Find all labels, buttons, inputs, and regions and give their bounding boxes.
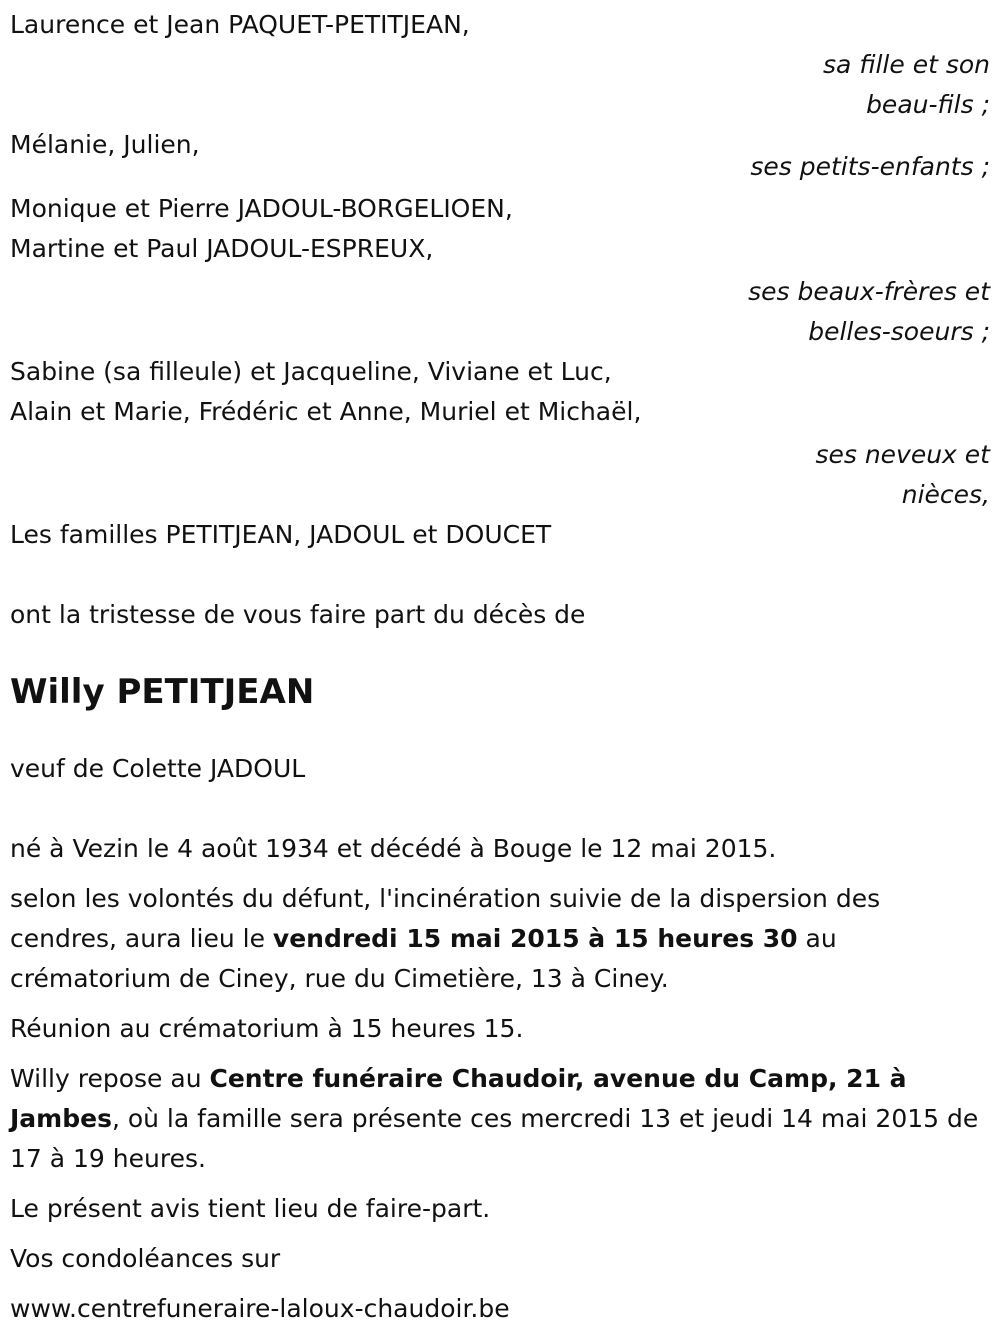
inlaws-relation-line-2: belles-soeurs ; <box>808 317 990 346</box>
nephews-names-line-2: Alain et Marie, Frédéric et Anne, Muriel et Michaël, <box>10 397 642 426</box>
grandchildren-relation: ses petits-enfants ; <box>750 152 990 181</box>
inlaws-names-line-1: Monique et Pierre JADOUL-BORGELIOEN, <box>10 194 513 223</box>
nephews-names-line-1: Sabine (sa filleule) et Jacqueline, Viviane et Luc, <box>10 357 612 386</box>
spacer <box>10 555 990 595</box>
daughter-relation-line-2: beau-fils ; <box>866 90 990 119</box>
visitation-paragraph <box>10 1059 990 1179</box>
deceased-name: Willy PETITJEAN <box>10 672 315 712</box>
inlaws-relation-line-1: ses beaux-frères et <box>748 277 990 306</box>
daughter-relation-line-1: sa fille et son <box>823 50 990 79</box>
grandchildren-names: Mélanie, Julien, <box>10 130 200 159</box>
spacer <box>10 789 990 829</box>
birth-death-line: né à Vezin le 4 août 1934 et décédé à Bouge le 12 mai 2015. <box>10 834 777 863</box>
ceremony-paragraph <box>10 879 990 999</box>
spacer <box>10 715 990 749</box>
visitation-location: Centre funéraire Chaudoir, avenue du Camp, 21 à Jambes <box>10 1064 907 1133</box>
announcement: ont la tristesse de vous faire part du décès de <box>10 600 586 629</box>
nephews-relation-line-1: ses neveux et <box>815 440 990 469</box>
obituary-notice <box>10 5 990 1339</box>
website-link[interactable]: www.centrefuneraire-laloux-chaudoir.be <box>10 1294 510 1323</box>
families-line: Les familles PETITJEAN, JADOUL et DOUCET <box>10 520 552 549</box>
condolences-label: Vos condoléances sur <box>10 1244 281 1273</box>
visitation-text-before: Willy repose au <box>10 1064 210 1093</box>
ceremony-text-before: selon les volontés du défunt, l'incinération suivie de la dispersion des cendres, aura lieu le <box>10 884 881 953</box>
ceremony-text-after: au crématorium de Ciney, rue du Cimetière, 13 à Ciney. <box>10 924 837 993</box>
widower-line: veuf de Colette JADOUL <box>10 754 306 783</box>
daughter-names: Laurence et Jean PAQUET-PETITJEAN, <box>10 10 470 39</box>
visitation-text-after: , où la famille sera présente ces mercredi 13 et jeudi 14 mai 2015 de 17 à 19 heures. <box>10 1104 979 1173</box>
ceremony-datetime: vendredi 15 mai 2015 à 15 heures 30 <box>272 924 798 953</box>
nephews-relation-line-2: nièces, <box>901 480 990 509</box>
meeting-line: Réunion au crématorium à 15 heures 15. <box>10 1014 524 1043</box>
inlaws-names-line-2: Martine et Paul JADOUL-ESPREUX, <box>10 234 434 263</box>
notice-line: Le présent avis tient lieu de faire-part. <box>10 1194 491 1223</box>
